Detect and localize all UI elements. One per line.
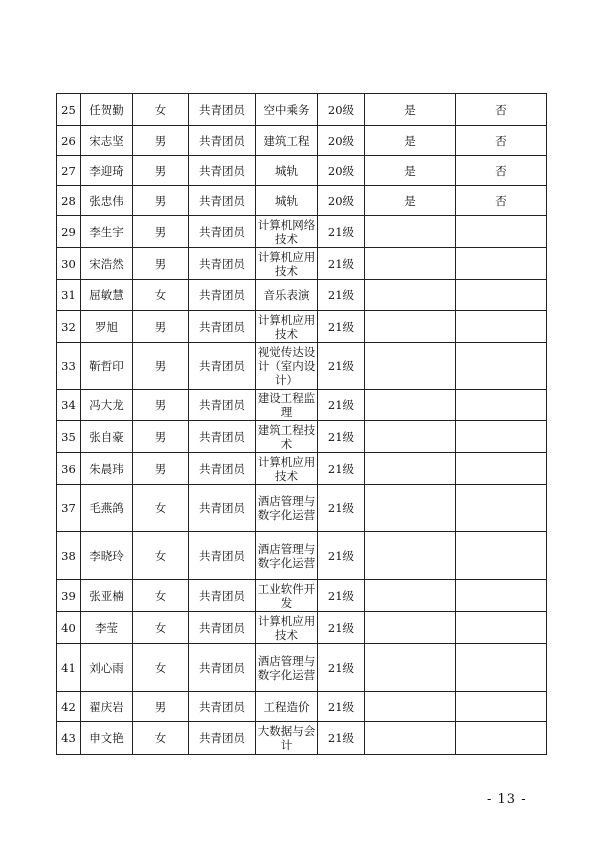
major-cell: 建筑工程技 术 [256,421,318,453]
political-status-cell: 共青团员 [189,216,256,248]
table-row [57,94,547,126]
grade-cell: 21级 [318,280,365,311]
student-roster-table [56,93,547,755]
political-status-cell: 共青团员 [189,156,256,186]
grade-cell: 21级 [318,311,365,343]
column-7-cell [365,532,456,580]
row-number-cell: 41 [57,644,81,692]
major-cell: 大数据与会 计 [256,722,318,755]
row-number-cell: 34 [57,390,81,421]
major-cell: 音乐表演 [256,280,318,311]
grade-cell: 21级 [318,722,365,755]
page-number: - 13 - [487,792,527,807]
row-number-cell: 25 [57,94,81,126]
table-row [57,156,547,186]
table-row [57,644,547,692]
column-7-cell: 是 [365,126,456,156]
column-7-cell [365,390,456,421]
row-number-cell: 33 [57,343,81,390]
name-cell: 刘心雨 [81,644,133,692]
table-row [57,421,547,453]
column-8-cell [456,311,547,343]
major-cell: 工业软件开 发 [256,580,318,612]
political-status-cell: 共青团员 [189,311,256,343]
column-8-cell [456,280,547,311]
gender-cell: 女 [133,580,189,612]
political-status-cell: 共青团员 [189,280,256,311]
table-row [57,126,547,156]
gender-cell: 男 [133,692,189,722]
name-cell: 罗旭 [81,311,133,343]
row-number-cell: 40 [57,612,81,644]
political-status-cell: 共青团员 [189,612,256,644]
gender-cell: 女 [133,94,189,126]
major-cell: 建筑工程 [256,126,318,156]
column-7-cell [365,692,456,722]
column-7-cell [365,580,456,612]
name-cell: 李晓玲 [81,532,133,580]
column-8-cell [456,453,547,485]
major-cell: 酒店管理与 数字化运营 [256,532,318,580]
political-status-cell: 共青团员 [189,580,256,612]
column-7-cell [365,421,456,453]
gender-cell: 男 [133,248,189,280]
column-8-cell [456,722,547,755]
column-8-cell [456,216,547,248]
column-8-cell: 否 [456,126,547,156]
column-7-cell [365,280,456,311]
table-row [57,453,547,485]
column-7-cell [365,453,456,485]
column-8-cell [456,343,547,390]
table-row [57,722,547,755]
major-cell: 空中乘务 [256,94,318,126]
grade-cell: 21级 [318,421,365,453]
name-cell: 李迎琦 [81,156,133,186]
name-cell: 屈敏慧 [81,280,133,311]
table-row [57,248,547,280]
table-row [57,216,547,248]
column-8-cell [456,644,547,692]
table-row [57,311,547,343]
gender-cell: 女 [133,722,189,755]
name-cell: 申文艳 [81,722,133,755]
row-number-cell: 36 [57,453,81,485]
column-8-cell [456,485,547,532]
gender-cell: 男 [133,216,189,248]
gender-cell: 男 [133,343,189,390]
political-status-cell: 共青团员 [189,343,256,390]
table-row [57,485,547,532]
political-status-cell: 共青团员 [189,722,256,755]
major-cell: 计算机应用 技术 [256,612,318,644]
major-cell: 建设工程监 理 [256,390,318,421]
major-cell: 计算机网络 技术 [256,216,318,248]
column-8-cell [456,421,547,453]
gender-cell: 女 [133,644,189,692]
major-cell: 计算机应用 技术 [256,248,318,280]
major-cell: 城轨 [256,156,318,186]
grade-cell: 21级 [318,692,365,722]
row-number-cell: 35 [57,421,81,453]
row-number-cell: 37 [57,485,81,532]
column-7-cell [365,311,456,343]
row-number-cell: 28 [57,186,81,216]
political-status-cell: 共青团员 [189,94,256,126]
table-row [57,692,547,722]
political-status-cell: 共青团员 [189,248,256,280]
column-7-cell [365,644,456,692]
name-cell: 翟庆岩 [81,692,133,722]
column-8-cell: 否 [456,186,547,216]
grade-cell: 21级 [318,532,365,580]
column-8-cell [456,248,547,280]
major-cell: 城轨 [256,186,318,216]
grade-cell: 21级 [318,216,365,248]
grade-cell: 21级 [318,453,365,485]
name-cell: 李莹 [81,612,133,644]
name-cell: 李生宇 [81,216,133,248]
gender-cell: 女 [133,485,189,532]
gender-cell: 男 [133,186,189,216]
row-number-cell: 26 [57,126,81,156]
major-cell: 酒店管理与 数字化运营 [256,644,318,692]
grade-cell: 21级 [318,343,365,390]
column-8-cell: 否 [456,156,547,186]
row-number-cell: 39 [57,580,81,612]
column-8-cell [456,390,547,421]
row-number-cell: 38 [57,532,81,580]
grade-cell: 20级 [318,126,365,156]
gender-cell: 男 [133,421,189,453]
row-number-cell: 42 [57,692,81,722]
column-8-cell: 否 [456,94,547,126]
grade-cell: 21级 [318,580,365,612]
political-status-cell: 共青团员 [189,485,256,532]
row-number-cell: 32 [57,311,81,343]
column-8-cell [456,612,547,644]
major-cell: 工程造价 [256,692,318,722]
gender-cell: 女 [133,532,189,580]
row-number-cell: 31 [57,280,81,311]
grade-cell: 21级 [318,644,365,692]
column-7-cell: 是 [365,94,456,126]
major-cell: 计算机应用 技术 [256,453,318,485]
major-cell: 视觉传达设 计（室内设 计） [256,343,318,390]
column-7-cell [365,343,456,390]
column-8-cell [456,532,547,580]
name-cell: 张自豪 [81,421,133,453]
table-row [57,280,547,311]
name-cell: 冯大龙 [81,390,133,421]
row-number-cell: 27 [57,156,81,186]
column-7-cell [365,722,456,755]
grade-cell: 20级 [318,156,365,186]
gender-cell: 女 [133,280,189,311]
column-7-cell [365,216,456,248]
grade-cell: 21级 [318,248,365,280]
table-row [57,612,547,644]
row-number-cell: 29 [57,216,81,248]
political-status-cell: 共青团员 [189,421,256,453]
gender-cell: 女 [133,612,189,644]
column-7-cell: 是 [365,156,456,186]
name-cell: 毛燕鸽 [81,485,133,532]
table-row [57,186,547,216]
grade-cell: 21级 [318,390,365,421]
name-cell: 靳哲印 [81,343,133,390]
grade-cell: 20级 [318,94,365,126]
gender-cell: 男 [133,453,189,485]
column-7-cell [365,612,456,644]
grade-cell: 21级 [318,485,365,532]
gender-cell: 男 [133,390,189,421]
column-7-cell [365,485,456,532]
major-cell: 酒店管理与 数字化运营 [256,485,318,532]
name-cell: 宋浩然 [81,248,133,280]
roster-body [57,94,547,755]
column-7-cell [365,248,456,280]
grade-cell: 20级 [318,186,365,216]
row-number-cell: 30 [57,248,81,280]
column-7-cell: 是 [365,186,456,216]
political-status-cell: 共青团员 [189,692,256,722]
name-cell: 张亚楠 [81,580,133,612]
political-status-cell: 共青团员 [189,453,256,485]
gender-cell: 男 [133,311,189,343]
political-status-cell: 共青团员 [189,186,256,216]
political-status-cell: 共青团员 [189,644,256,692]
gender-cell: 男 [133,126,189,156]
major-cell: 计算机应用 技术 [256,311,318,343]
name-cell: 张忠伟 [81,186,133,216]
name-cell: 宋志坚 [81,126,133,156]
table-row [57,343,547,390]
table-row [57,390,547,421]
political-status-cell: 共青团员 [189,126,256,156]
table-row [57,580,547,612]
column-8-cell [456,580,547,612]
name-cell: 朱晨玮 [81,453,133,485]
political-status-cell: 共青团员 [189,532,256,580]
row-number-cell: 43 [57,722,81,755]
table-row [57,532,547,580]
name-cell: 任贺勤 [81,94,133,126]
column-8-cell [456,692,547,722]
political-status-cell: 共青团员 [189,390,256,421]
gender-cell: 男 [133,156,189,186]
grade-cell: 21级 [318,612,365,644]
